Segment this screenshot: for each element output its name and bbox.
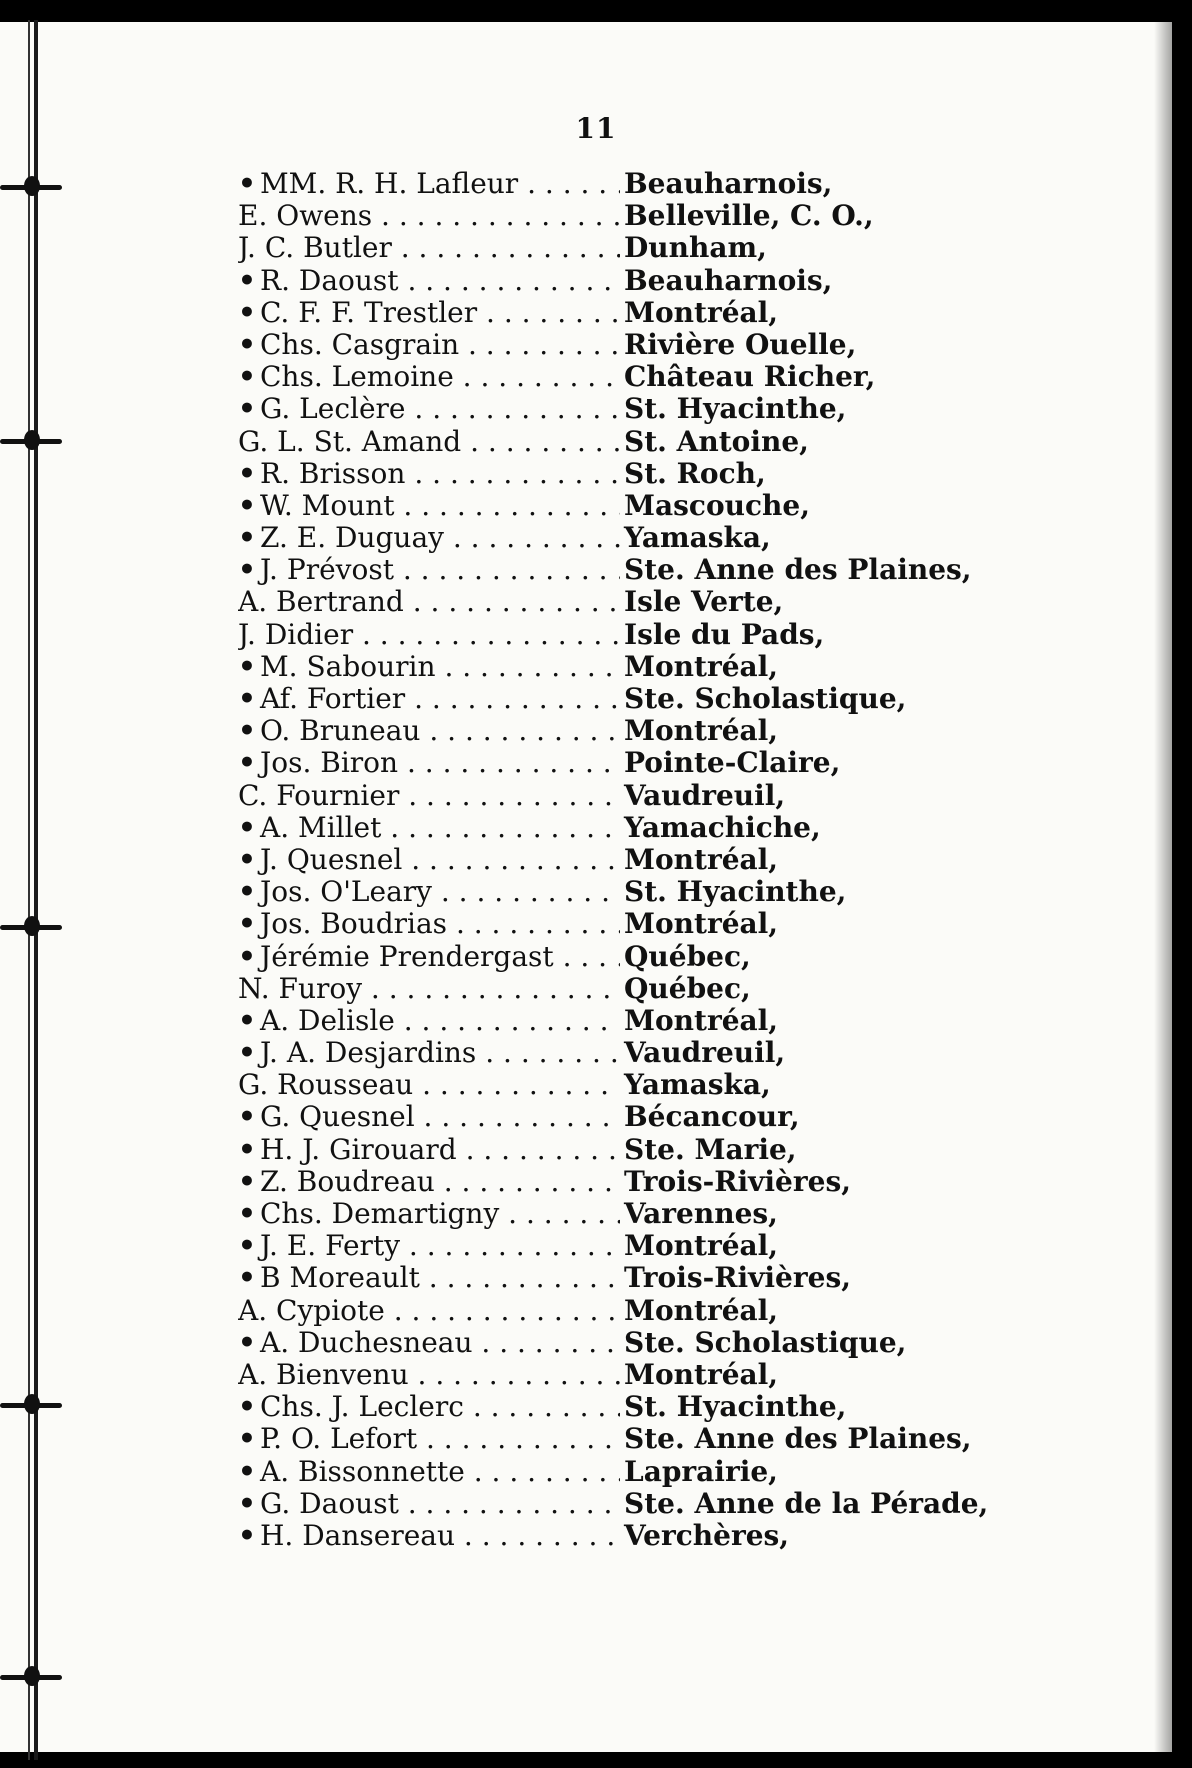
entry-place: Yamaska, bbox=[624, 1068, 771, 1102]
entry-name-leader bbox=[238, 1327, 620, 1359]
entry-name-leader bbox=[238, 619, 620, 651]
entry-name-leader bbox=[238, 426, 620, 458]
entry-name: G. Quesnel bbox=[260, 1101, 415, 1134]
list-item bbox=[238, 1101, 958, 1133]
list-item bbox=[238, 232, 958, 264]
list-item bbox=[238, 1069, 958, 1101]
entry-name-leader bbox=[238, 747, 620, 779]
entry-mark: • bbox=[238, 1326, 256, 1359]
list-item bbox=[238, 1327, 958, 1359]
entry-mark: • bbox=[238, 489, 256, 522]
entry-name-leader bbox=[238, 1520, 620, 1552]
entry-mark: • bbox=[238, 522, 256, 555]
list-item bbox=[238, 1166, 958, 1198]
entry-mark: • bbox=[238, 393, 256, 426]
entry-place: Québec, bbox=[624, 939, 751, 973]
list-item bbox=[238, 1230, 958, 1262]
entry-mark: • bbox=[238, 457, 256, 490]
entry-name: C. F. F. Trestler bbox=[260, 296, 478, 329]
entry-place: Montréal, bbox=[624, 1357, 779, 1391]
list-item bbox=[238, 1005, 958, 1037]
entry-name: A. Bertrand bbox=[238, 586, 404, 619]
entry-mark: • bbox=[238, 1455, 256, 1488]
entry-place: Dunham, bbox=[624, 231, 767, 265]
list-item bbox=[238, 941, 958, 973]
entry-mark: • bbox=[238, 554, 256, 587]
entry-name-leader bbox=[238, 1198, 620, 1230]
list-item bbox=[238, 361, 958, 393]
list-item bbox=[238, 908, 958, 940]
list-item bbox=[238, 458, 958, 490]
entry-name-leader bbox=[238, 1295, 620, 1327]
entry-name-leader bbox=[238, 1391, 620, 1423]
binding-stitch bbox=[0, 436, 62, 446]
entry-place: Vaudreuil, bbox=[624, 1036, 786, 1070]
entry-name-leader bbox=[238, 1069, 620, 1101]
entry-name: R. Brisson bbox=[260, 457, 406, 490]
entry-place: Montréal, bbox=[624, 295, 779, 329]
entry-name-leader bbox=[238, 490, 620, 522]
entry-place: Montréal, bbox=[624, 1003, 779, 1037]
entry-name-leader bbox=[238, 1456, 620, 1488]
entry-place: Ste. Scholastique, bbox=[624, 682, 907, 715]
entry-name: A. Bissonnette bbox=[260, 1455, 465, 1488]
list-item bbox=[238, 780, 958, 812]
entry-mark: • bbox=[238, 1262, 256, 1295]
entry-name: Z. E. Duguay bbox=[260, 522, 444, 555]
entry-name-leader bbox=[238, 1423, 620, 1455]
list-item bbox=[238, 619, 958, 651]
entry-mark: • bbox=[238, 361, 256, 394]
entry-place: Mascouche, bbox=[624, 488, 810, 522]
entry-name-leader bbox=[238, 941, 620, 973]
entry-place: Ste. Anne des Plaines, bbox=[624, 1422, 972, 1456]
entry-mark: • bbox=[238, 747, 256, 780]
entry-name-leader bbox=[238, 1262, 620, 1294]
entry-place: Montréal, bbox=[624, 1229, 779, 1263]
entry-name-leader bbox=[238, 393, 620, 425]
entry-mark: • bbox=[238, 168, 256, 200]
list-item bbox=[238, 1037, 958, 1069]
entry-place: Ste. Scholastique, bbox=[624, 1325, 907, 1359]
entry-name: E. Owens bbox=[238, 200, 373, 233]
entry-name-leader bbox=[238, 876, 620, 908]
entry-place: Québec, bbox=[624, 971, 751, 1005]
list-item bbox=[238, 1456, 958, 1488]
entry-place: Beauharnois, bbox=[624, 167, 833, 200]
entry-name-leader bbox=[238, 651, 620, 683]
entry-name: J. Didier bbox=[238, 618, 354, 651]
entry-name-leader bbox=[238, 586, 620, 618]
entry-name-leader bbox=[238, 812, 620, 844]
entry-name-leader bbox=[238, 683, 620, 715]
entry-mark: • bbox=[238, 264, 256, 297]
list-item bbox=[238, 651, 958, 683]
entry-name-leader bbox=[238, 297, 620, 329]
entry-name-leader bbox=[238, 1005, 620, 1037]
entry-mark: • bbox=[238, 1165, 256, 1198]
entry-mark: • bbox=[238, 843, 256, 876]
binding-stitch bbox=[0, 1400, 62, 1410]
entry-mark: • bbox=[238, 328, 256, 361]
entry-mark: • bbox=[238, 1519, 256, 1552]
scan-right-edge bbox=[1172, 0, 1192, 1768]
entry-place: Ste. Anne des Plaines, bbox=[624, 553, 972, 587]
entry-mark: • bbox=[238, 940, 256, 973]
entry-place: Trois-Rivières, bbox=[624, 1261, 851, 1295]
entry-name: Chs. J. Leclerc bbox=[260, 1391, 464, 1424]
book-binding bbox=[0, 0, 70, 1768]
entry-place: Trois-Rivières, bbox=[624, 1164, 851, 1198]
entry-place: Montréal, bbox=[624, 714, 779, 748]
list-item bbox=[238, 876, 958, 908]
entry-mark: • bbox=[238, 811, 256, 844]
entry-name-leader bbox=[238, 715, 620, 747]
list-item bbox=[238, 297, 958, 329]
binding-line-thin bbox=[28, 20, 30, 1760]
entry-name: R. Daoust bbox=[260, 264, 399, 297]
entry-place: Rivière Ouelle, bbox=[624, 327, 857, 361]
binding-line bbox=[34, 20, 38, 1760]
entry-name: Jos. Biron bbox=[260, 747, 399, 780]
entry-place: Laprairie, bbox=[624, 1454, 778, 1488]
entry-name: G. Rousseau bbox=[238, 1069, 414, 1102]
entry-place: Montréal, bbox=[624, 1293, 779, 1327]
entry-place: Isle du Pads, bbox=[624, 617, 825, 651]
list-item bbox=[238, 1262, 958, 1294]
list-item bbox=[238, 168, 958, 200]
entry-name: Jos. O'Leary bbox=[260, 876, 432, 909]
entry-name: Af. Fortier bbox=[260, 683, 406, 715]
entry-name: G. Leclère bbox=[260, 393, 406, 426]
entry-name: M. Sabourin bbox=[260, 650, 436, 683]
entry-name: J. A. Desjardins bbox=[260, 1037, 477, 1070]
entry-name-leader bbox=[238, 522, 620, 554]
entry-place: St. Hyacinthe, bbox=[624, 875, 847, 909]
entry-mark: • bbox=[238, 1037, 256, 1070]
entry-place: Pointe-Claire, bbox=[624, 746, 841, 780]
list-item bbox=[238, 1295, 958, 1327]
entry-place: Yamaska, bbox=[624, 521, 771, 555]
entry-name: Chs. Casgrain bbox=[260, 328, 460, 361]
entry-name: Jérémie Prendergast bbox=[260, 940, 554, 973]
entry-place: Ste. Marie, bbox=[624, 1132, 797, 1166]
list-item bbox=[238, 812, 958, 844]
binding-stitch bbox=[0, 922, 62, 932]
list-item bbox=[238, 329, 958, 361]
entry-name-leader bbox=[238, 168, 620, 200]
entry-mark: • bbox=[238, 876, 256, 909]
entry-place: Montréal, bbox=[624, 907, 779, 941]
entry-name-leader bbox=[238, 908, 620, 940]
entry-place: St. Roch, bbox=[624, 456, 766, 490]
entry-name: MM. R. H. Lafleur bbox=[260, 168, 519, 200]
entry-place: Belleville, C. O., bbox=[624, 199, 874, 233]
entry-name: P. O. Lefort bbox=[260, 1423, 418, 1456]
entry-mark: • bbox=[238, 1423, 256, 1456]
entry-place: St. Antoine, bbox=[624, 424, 809, 458]
list-item bbox=[238, 586, 958, 618]
page-number: 11 bbox=[575, 112, 617, 145]
entry-name: H. Dansereau bbox=[260, 1519, 456, 1552]
entry-place: Ste. Anne de la Pérade, bbox=[624, 1486, 989, 1520]
list-item bbox=[238, 1486, 989, 1520]
entry-place: Varennes, bbox=[624, 1197, 778, 1230]
entry-name-leader bbox=[238, 265, 620, 297]
entry-name: A. Duchesneau bbox=[260, 1326, 473, 1359]
entry-name-leader bbox=[238, 200, 620, 232]
entry-name: A. Bienvenu bbox=[238, 1358, 409, 1391]
entry-place: Verchères, bbox=[624, 1518, 790, 1552]
list-item bbox=[238, 490, 958, 522]
list-item bbox=[238, 265, 958, 297]
entry-name-leader bbox=[238, 458, 620, 490]
list-item bbox=[238, 1198, 958, 1230]
entry-name: H. J. Girouard bbox=[260, 1133, 457, 1166]
entry-place: Bécancour, bbox=[624, 1100, 800, 1134]
binding-stitch bbox=[0, 1672, 62, 1682]
entry-name-leader bbox=[238, 1166, 620, 1198]
list-item bbox=[238, 715, 958, 747]
list-item bbox=[238, 1359, 958, 1391]
entry-name: N. Furoy bbox=[238, 972, 363, 1005]
member-list bbox=[238, 167, 989, 1552]
entry-place: Château Richer, bbox=[624, 360, 876, 394]
entry-name: C. Fournier bbox=[238, 779, 400, 812]
entry-mark: • bbox=[238, 1487, 256, 1520]
entry-name: J. Prévost bbox=[260, 554, 394, 587]
entry-name: J. E. Ferty bbox=[260, 1230, 401, 1263]
entry-name: O. Bruneau bbox=[260, 715, 421, 748]
entry-name-leader bbox=[238, 329, 620, 361]
entry-mark: • bbox=[238, 1004, 256, 1037]
entry-place: St. Hyacinthe, bbox=[624, 392, 847, 426]
entry-name: A. Millet bbox=[260, 811, 382, 844]
entry-mark: • bbox=[238, 1230, 256, 1263]
entry-name: J. C. Butler bbox=[238, 232, 392, 265]
entry-mark: • bbox=[238, 715, 256, 748]
entry-mark: • bbox=[238, 296, 256, 329]
entry-name: B Moreault bbox=[260, 1262, 420, 1295]
scan-right-shadow bbox=[1154, 0, 1172, 1768]
entry-name-leader bbox=[238, 780, 620, 812]
list-item bbox=[238, 426, 958, 458]
list-item bbox=[238, 844, 958, 876]
list-item bbox=[238, 553, 972, 587]
entry-place: St. Hyacinthe, bbox=[624, 1390, 847, 1424]
entry-name-leader bbox=[238, 1359, 620, 1391]
entry-name-leader bbox=[238, 361, 620, 393]
entry-place: Montréal, bbox=[624, 649, 779, 683]
entry-place: Montréal, bbox=[624, 842, 779, 876]
list-item bbox=[238, 747, 958, 779]
entry-name-leader bbox=[238, 1134, 620, 1166]
entry-name-leader bbox=[238, 1488, 620, 1520]
binding-stitch bbox=[0, 182, 62, 192]
list-item bbox=[238, 1422, 972, 1456]
list-item bbox=[238, 1391, 958, 1423]
entry-name: Chs. Lemoine bbox=[260, 361, 454, 394]
entry-mark: • bbox=[238, 1101, 256, 1134]
entry-place: Beauharnois, bbox=[624, 263, 833, 297]
list-item bbox=[238, 1520, 958, 1552]
list-item bbox=[238, 393, 958, 425]
entry-mark: • bbox=[238, 1391, 256, 1424]
list-item bbox=[238, 973, 958, 1005]
entry-name-leader bbox=[238, 1101, 620, 1133]
entry-name: G. Daoust bbox=[260, 1487, 399, 1520]
entry-name: J. Quesnel bbox=[260, 843, 403, 876]
scan-bottom-edge bbox=[0, 1752, 1192, 1768]
entry-name-leader bbox=[238, 232, 620, 264]
entry-name: Z. Boudreau bbox=[260, 1165, 435, 1198]
entry-name-leader bbox=[238, 844, 620, 876]
entry-name: Jos. Boudrias bbox=[260, 908, 448, 941]
entry-name: Chs. Demartigny bbox=[260, 1198, 500, 1230]
entry-name: A. Cypiote bbox=[238, 1294, 385, 1327]
entry-mark: • bbox=[238, 1198, 256, 1230]
list-item bbox=[238, 1134, 958, 1166]
entry-name-leader bbox=[238, 1230, 620, 1262]
entry-name: G. L. St. Amand bbox=[238, 425, 462, 458]
entry-name-leader bbox=[238, 554, 620, 586]
entry-mark: • bbox=[238, 1133, 256, 1166]
entry-place: Yamachiche, bbox=[624, 810, 821, 844]
entry-place: Isle Verte, bbox=[624, 585, 784, 619]
entry-mark: • bbox=[238, 683, 256, 715]
entry-mark: • bbox=[238, 650, 256, 683]
list-item bbox=[238, 200, 958, 232]
entry-name: A. Delisle bbox=[260, 1004, 395, 1037]
list-item bbox=[238, 522, 958, 554]
entry-place: Vaudreuil, bbox=[624, 778, 786, 812]
list-item bbox=[238, 683, 958, 715]
entry-name: W. Mount bbox=[260, 489, 395, 522]
entry-name-leader bbox=[238, 973, 620, 1005]
scan-top-edge bbox=[0, 0, 1192, 22]
entry-mark: • bbox=[238, 908, 256, 941]
entry-name-leader bbox=[238, 1037, 620, 1069]
